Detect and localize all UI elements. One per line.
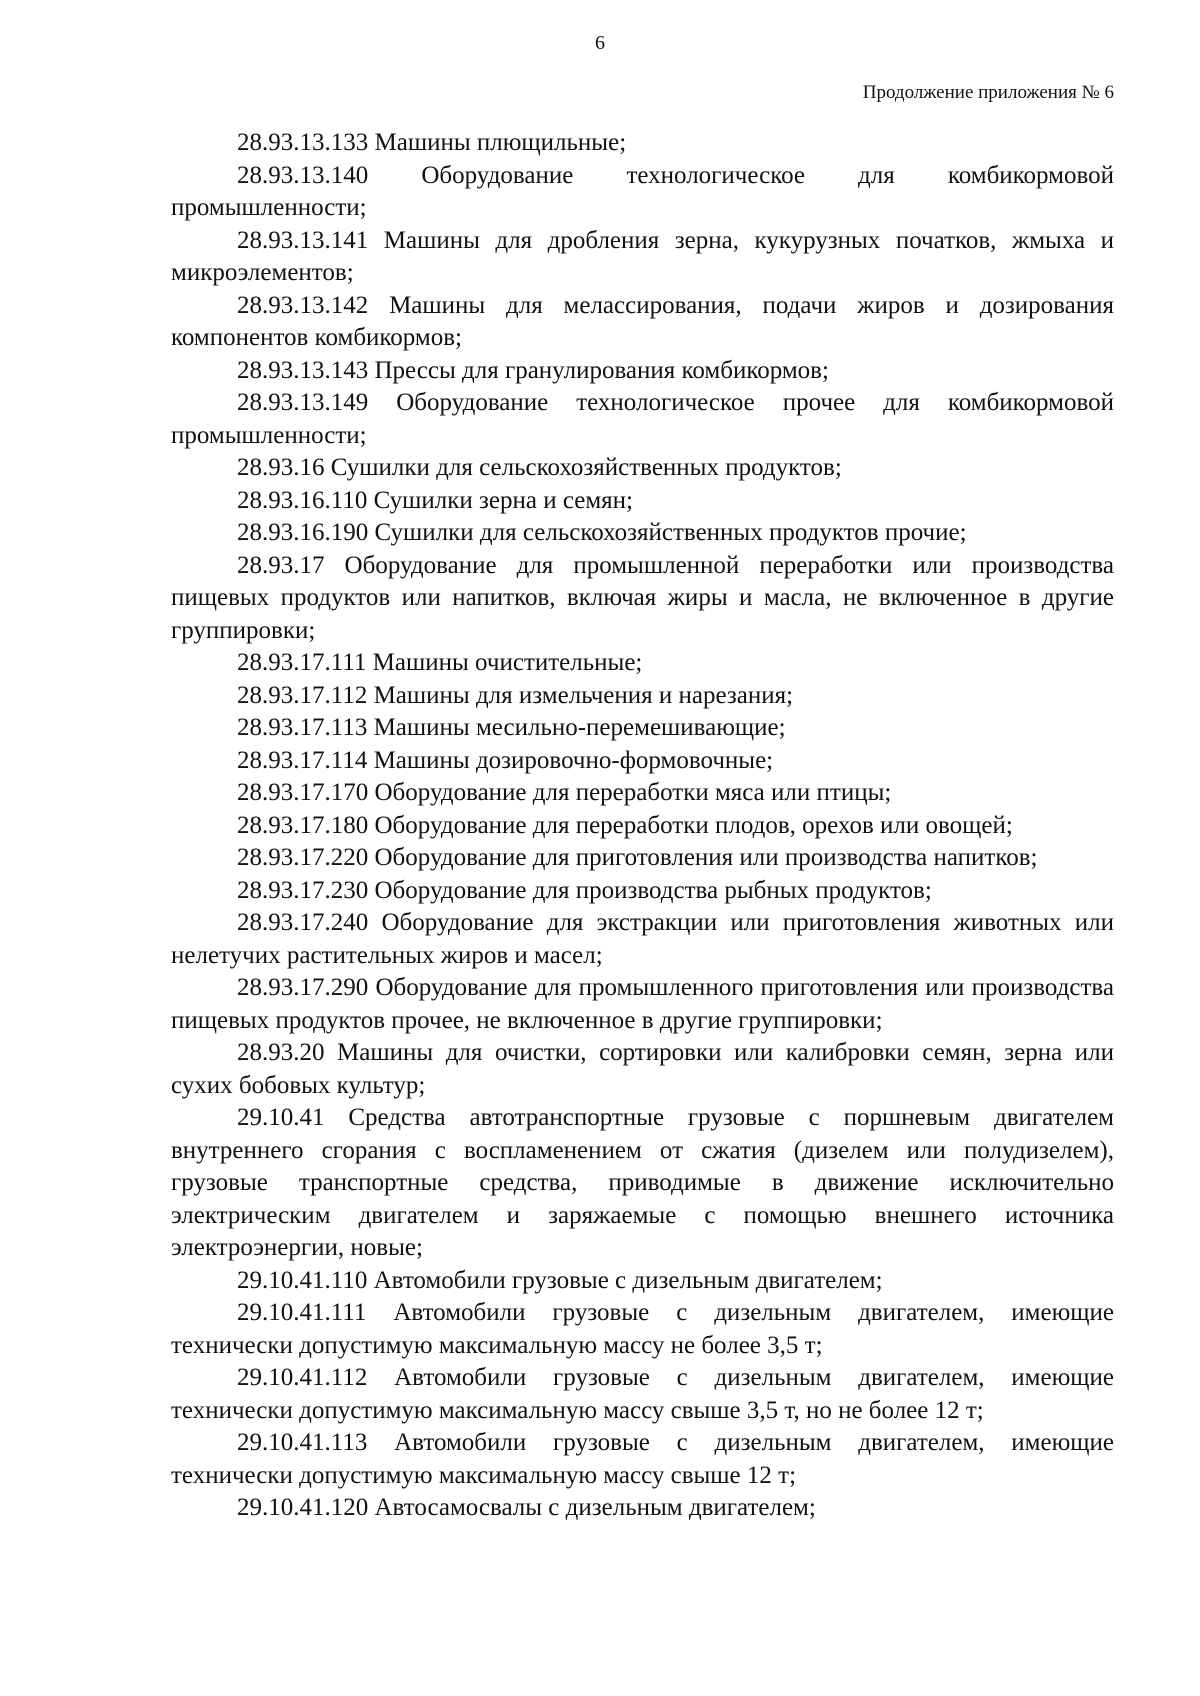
classifier-entry bbox=[171, 387, 1114, 452]
entry-text: Оборудование технологическое для комбикормовой промышленности; bbox=[171, 161, 1114, 221]
entry-text: Оборудование для промышленного приготовления или производства пищевых продуктов прочее, не включенное в другие группировки; bbox=[171, 974, 1115, 1034]
classifier-entry bbox=[171, 1297, 1114, 1362]
entry-code: 28.93.13.140 bbox=[237, 161, 369, 189]
classifier-entry bbox=[171, 842, 1114, 875]
classifier-entry bbox=[171, 712, 1114, 745]
entry-text: Сушилки зерна и семян; bbox=[373, 486, 633, 514]
entry-text: Автомобили грузовые с дизельным двигателем, имеющие технически допустимую максимальную массу свыше 3,5 т, но не более 12 т; bbox=[171, 1364, 1114, 1424]
entry-text: Оборудование технологическое прочее для комбикормовой промышленности; bbox=[171, 389, 1115, 449]
classifier-entry bbox=[171, 550, 1114, 648]
entry-text: Сушилки для сельскохозяйственных продуктов прочие; bbox=[374, 519, 967, 546]
entry-text: Машины плющильные; bbox=[374, 129, 627, 156]
entry-code: 28.93.13.149 bbox=[237, 389, 369, 416]
entry-code: 28.93.17 bbox=[237, 551, 325, 579]
entry-text: Оборудование для переработки плодов, орехов или овощей; bbox=[374, 811, 1013, 839]
entry-code: 28.93.17.170 bbox=[237, 779, 369, 806]
classifier-entry bbox=[171, 777, 1114, 810]
classifier-entry bbox=[171, 1102, 1114, 1265]
entry-code: 28.93.16.190 bbox=[237, 519, 369, 546]
entry-text: Машины месильно-перемешивающие; bbox=[373, 714, 786, 741]
entry-code: 28.93.17.240 bbox=[237, 909, 369, 936]
entry-code: 28.93.17.113 bbox=[237, 714, 368, 741]
entry-code: 28.93.17.112 bbox=[237, 681, 368, 709]
classifier-entry bbox=[171, 1492, 1114, 1525]
entry-text: Автомобили грузовые с дизельным двигателем; bbox=[373, 1266, 883, 1294]
entry-code: 29.10.41.110 bbox=[237, 1266, 368, 1294]
classifier-list bbox=[171, 127, 1114, 1525]
entry-text: Оборудование для производства рыбных продуктов; bbox=[374, 876, 932, 904]
entry-code: 29.10.41 bbox=[237, 1104, 325, 1131]
entry-code: 28.93.16.110 bbox=[237, 486, 368, 514]
page-number: 6 bbox=[595, 32, 605, 54]
classifier-entry bbox=[171, 907, 1114, 972]
entry-code: 28.93.17.180 bbox=[237, 811, 369, 839]
entry-text: Автомобили грузовые с дизельным двигателем, имеющие технически допустимую максимальную массу свыше 12 т; bbox=[171, 1429, 1114, 1489]
entry-text: Оборудование для переработки мяса или птицы; bbox=[374, 779, 892, 806]
entry-code: 28.93.16 bbox=[237, 454, 325, 481]
entry-text: Автосамосвалы с дизельным двигателем; bbox=[374, 1494, 816, 1521]
continuation-note: Продолжение приложения № 6 bbox=[862, 82, 1114, 103]
entry-code: 28.93.13.143 bbox=[237, 356, 369, 384]
entry-text: Машины дозировочно-формовочные; bbox=[373, 746, 774, 774]
entry-text: Машины для очистки, сортировки или калибровки семян, зерна или сухих бобовых культур; bbox=[171, 1039, 1114, 1099]
entry-text: Машины для измельчения и нарезания; bbox=[373, 681, 794, 709]
entry-code: 29.10.41.111 bbox=[237, 1299, 367, 1326]
entry-code: 28.93.17.111 bbox=[237, 649, 367, 676]
classifier-entry bbox=[171, 290, 1114, 355]
entry-code: 28.93.20 bbox=[237, 1039, 325, 1066]
entry-text: Прессы для гранулирования комбикормов; bbox=[374, 356, 829, 384]
classifier-entry bbox=[171, 485, 1114, 518]
entry-text: Средства автотранспортные грузовые с поршневым двигателем внутреннего сгорания с воспламенением от сжатия (дизелем или полудизелем), грузовые транспортные средства, приводимые в движение исключительно электрическим двигателем и заряжаемые с помощью внешнего источника электроэнергии, новые; bbox=[171, 1104, 1114, 1261]
classifier-entry bbox=[171, 160, 1114, 225]
classifier-entry bbox=[171, 875, 1114, 908]
classifier-entry bbox=[171, 355, 1114, 388]
entry-text: Оборудование для промышленной переработки или производства пищевых продуктов или напитков, включая жиры и масла, не включенное в другие группировки; bbox=[171, 551, 1115, 644]
entry-code: 28.93.17.230 bbox=[237, 876, 369, 904]
entry-text: Оборудование для приготовления или производства напитков; bbox=[374, 844, 1038, 871]
entry-text: Оборудование для экстракции или приготовления животных или нелетучих растительных жиров и масел; bbox=[171, 909, 1114, 969]
classifier-entry bbox=[171, 1037, 1114, 1102]
entry-text: Машины очистительные; bbox=[372, 649, 643, 676]
classifier-entry bbox=[171, 1265, 1114, 1298]
entry-code: 28.93.17.114 bbox=[237, 746, 368, 774]
entry-text: Сушилки для сельскохозяйственных продуктов; bbox=[330, 454, 842, 481]
classifier-entry bbox=[171, 1427, 1114, 1492]
entry-code: 29.10.41.113 bbox=[237, 1429, 368, 1456]
classifier-entry bbox=[171, 810, 1114, 843]
entry-code: 28.93.13.133 bbox=[237, 129, 369, 156]
entry-code: 28.93.13.142 bbox=[237, 291, 369, 319]
entry-text: Автомобили грузовые с дизельным двигателем, имеющие технически допустимую максимальную массу не более 3,5 т; bbox=[171, 1299, 1114, 1359]
entry-code: 28.93.17.290 bbox=[237, 974, 369, 1001]
classifier-entry bbox=[171, 972, 1114, 1037]
entry-code: 29.10.41.112 bbox=[237, 1364, 368, 1391]
classifier-entry bbox=[171, 647, 1114, 680]
classifier-entry bbox=[171, 745, 1114, 778]
entry-code: 28.93.13.141 bbox=[237, 226, 369, 254]
entry-text: Машины для дробления зерна, кукурузных початков, жмыха и микроэлементов; bbox=[171, 226, 1114, 286]
entry-code: 29.10.41.120 bbox=[237, 1494, 369, 1521]
classifier-entry bbox=[171, 1362, 1114, 1427]
entry-text: Машины для мелассирования, подачи жиров и дозирования компонентов комбикормов; bbox=[171, 291, 1115, 351]
classifier-entry bbox=[171, 680, 1114, 713]
classifier-entry bbox=[171, 517, 1114, 550]
classifier-entry bbox=[171, 225, 1114, 290]
entry-code: 28.93.17.220 bbox=[237, 844, 369, 871]
classifier-entry bbox=[171, 452, 1114, 485]
classifier-entry bbox=[171, 127, 1114, 160]
